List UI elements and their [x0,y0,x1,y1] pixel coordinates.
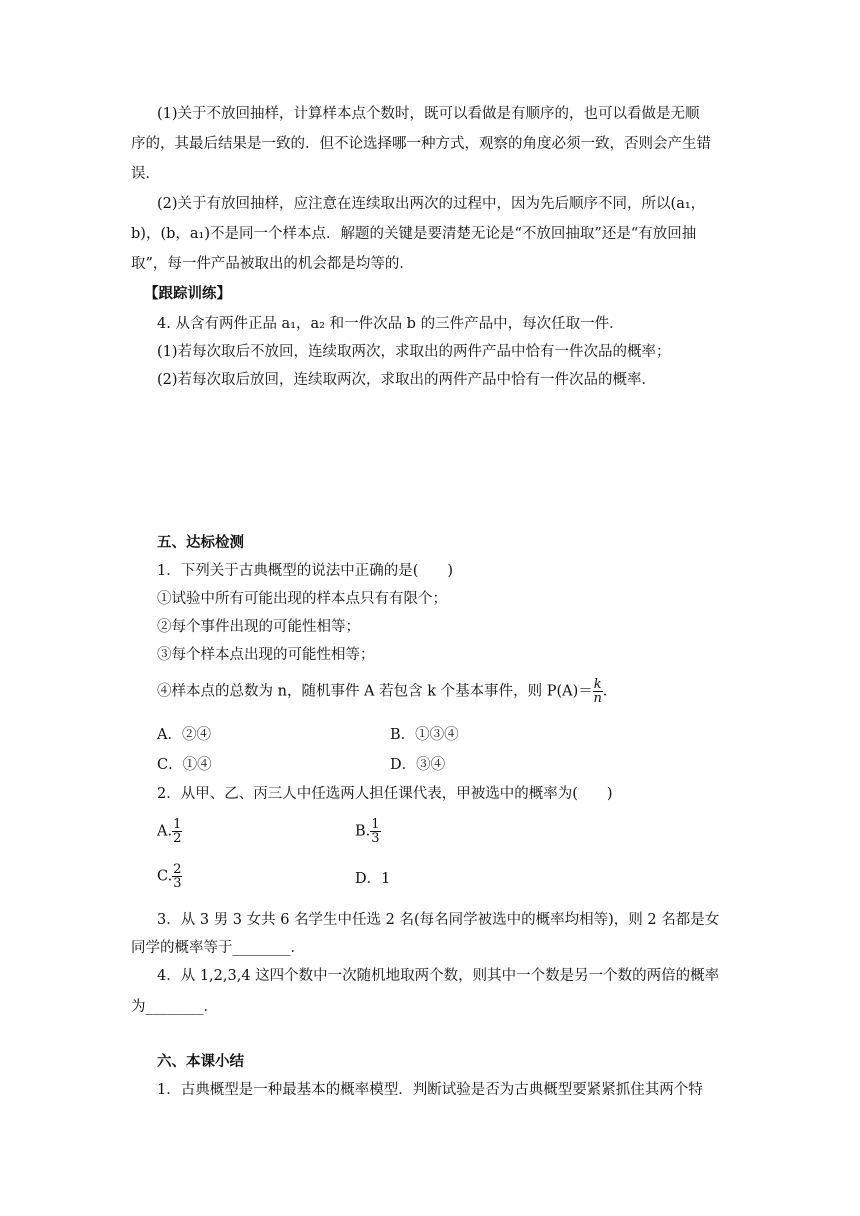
practice-heading: 【跟踪训练】 [144,285,231,302]
fraction-numerator: 1 [371,817,380,832]
q1-statement-4-text: ④样本点的总数为 n，随机事件 A 若包含 k 个基本事件，则 P(A)＝ [157,683,593,700]
q3-line-2: 同学的概率等于________． [131,940,305,956]
q2-option-a-label: A. [157,823,173,840]
q1-statement-4 [157,678,607,705]
fraction-denominator: 2 [173,831,182,846]
note-1-line-1: (1)关于不放回抽样，计算样本点个数时，既可以看做是有顺序的，也可以看做是无顺 [157,106,700,122]
section-6-heading: 六、本课小结 [157,1053,244,1070]
q1-statement-2: ②每个事件出现的可能性相等； [157,619,360,635]
q1-option-d: D．③④ [390,757,446,773]
q2-option-a-fraction [172,818,182,845]
q1-option-b: B．①③④ [390,727,459,743]
fraction-numerator: 2 [173,862,182,877]
note-2-line-2: b)，(b，a₁)不是同一个样本点．解题的关键是要清楚无论是“不放回抽取”还是“有放回抽 [131,226,697,242]
note-1-line-2: 序的，其最后结果是一致的．但不论选择哪一种方式，观察的角度必须一致，否则会产生错 [131,136,711,152]
fraction-numerator: 1 [173,817,182,832]
note-1-line-3: 误． [131,166,160,182]
q1-statement-4-end: . [602,683,608,700]
q4-line-2: 为________． [131,999,218,1015]
q2-option-b-label: B. [355,823,371,840]
q3-line-1: 3．从 3 男 3 女共 6 名学生中任选 2 名(每名同学被选中的概率均相等)，则 2 名都是女 [157,912,720,928]
fraction-denominator: 3 [173,876,182,891]
fraction-k-over-n [593,678,603,705]
q2-option-b-fraction [370,818,380,845]
q2-option-c-label: C. [157,868,173,885]
note-2-line-1: (2)关于有放回抽样，应注意在连续取出两次的过程中，因为先后顺序不同，所以(a₁， [157,196,706,212]
practice-q4-part-2: (2)若每次取后放回，连续取两次，求取出的两件产品中恰有一件次品的概率． [157,372,657,388]
q2-option-c [157,863,182,890]
q4-line-1: 4．从 1,2,3,4 这四个数中一次随机地取两个数，则其中一个数是另一个数的两倍的概率 [157,968,720,984]
summary-point-1: 1．古典概型是一种最基本的概率模型．判断试验是否为古典概型要紧紧抓住其两个特 [157,1082,703,1098]
q1-statement-1: ①试验中所有可能出现的样本点只有有限个； [157,591,447,607]
q2-option-a [157,818,182,845]
q2-option-c-fraction [172,863,182,890]
q1-option-c: C．①④ [157,757,212,773]
q1-option-a: A．②④ [157,727,211,743]
section-5-heading: 五、达标检测 [157,534,244,551]
note-2-line-3: 取”，每一件产品被取出的机会都是均等的． [131,256,414,272]
q1-statement-3: ③每个样本点出现的可能性相等； [157,647,375,663]
fraction-numerator: k [593,677,602,692]
q2-option-b [355,818,381,845]
q1-stem: 1．下列关于古典概型的说法中正确的是( ) [157,563,454,579]
fraction-denominator: n [593,691,602,706]
q2-stem: 2．从甲、乙、丙三人中任选两人担任课代表，甲被选中的概率为( ) [157,786,613,802]
fraction-denominator: 3 [371,831,380,846]
practice-q4-part-1: (1)若每次取后不放回，连续取两次，求取出的两件产品中恰有一件次品的概率； [157,344,671,360]
practice-q4-stem: 4. 从含有两件正品 a₁，a₂ 和一件次品 b 的三件产品中，每次任取一件． [157,316,624,332]
q2-option-d: D．1 [355,871,391,887]
